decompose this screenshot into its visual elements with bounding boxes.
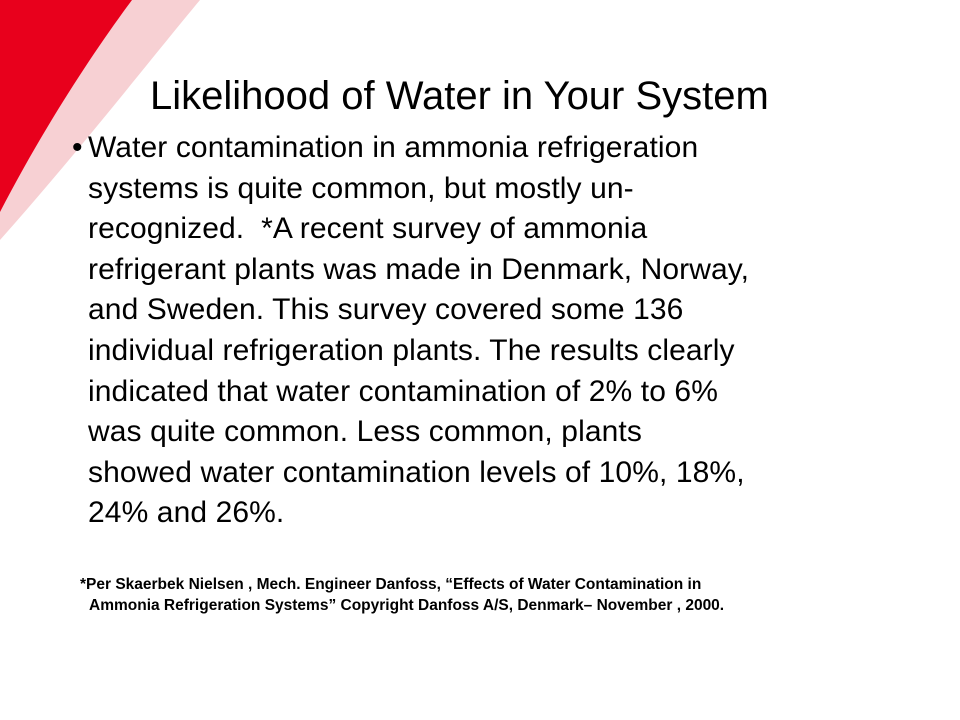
bullet-line: showed water contamination levels of 10%, 18%,: [88, 455, 745, 489]
footnote-line: *Per Skaerbek Nielsen , Mech. Engineer Danfoss, “Effects of Water Contamination in: [80, 576, 702, 593]
bullet-line: recognized. *A recent survey of ammonia: [88, 212, 648, 246]
bullet-line: 24% and 26%.: [88, 496, 285, 530]
bullet-line: indicated that water contamination of 2% to 6%: [88, 374, 718, 408]
body-text-block: [66, 128, 936, 534]
bullet-marker: •: [72, 131, 83, 164]
bullet-line: was quite common. Less common, plants: [88, 415, 642, 449]
citation-footnote: [80, 574, 940, 616]
bullet-paragraph: [66, 128, 936, 534]
bullet-line: individual refrigeration plants. The results clearly: [88, 333, 735, 367]
bullet-line: Water contamination in ammonia refrigeration: [88, 131, 699, 164]
bullet-line: refrigerant plants was made in Denmark, Norway,: [88, 252, 750, 286]
footnote-line: Ammonia Refrigeration Systems” Copyright Danfoss A/S, Denmark– November , 2000.: [89, 597, 725, 614]
slide-title: Likelihood of Water in Your System: [150, 74, 769, 118]
bullet-line: systems is quite common, but mostly un-: [88, 171, 634, 205]
bullet-line: and Sweden. This survey covered some 136: [88, 293, 684, 327]
